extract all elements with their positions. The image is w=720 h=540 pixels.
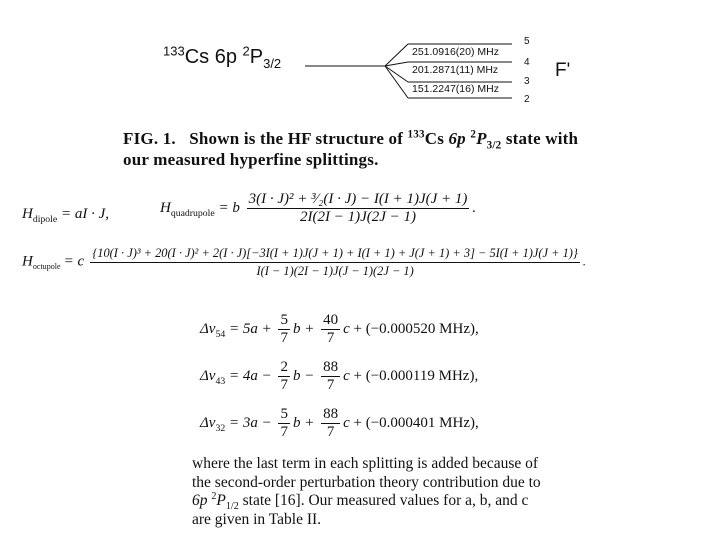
level-f5: 5 bbox=[524, 36, 530, 47]
b-fraction bbox=[278, 406, 290, 441]
correction-term: + (−0.000401 MHz), bbox=[353, 414, 479, 431]
quadrupole-coef: = b bbox=[218, 199, 240, 216]
para-line-3 bbox=[192, 492, 541, 511]
eq-quadrupole bbox=[160, 191, 476, 226]
eq-split-32 bbox=[200, 406, 479, 441]
term-letter: P bbox=[249, 46, 264, 68]
delta-nu-sub: 43 bbox=[215, 375, 226, 387]
splitting-label-32: 151.2247(16) MHz bbox=[412, 83, 499, 95]
dipole-rhs: = aI · J, bbox=[60, 206, 109, 222]
eq-split-43 bbox=[200, 359, 478, 394]
h-subscript: dipole bbox=[32, 214, 58, 225]
splitting-label-43: 201.2871(11) MHz bbox=[412, 64, 499, 76]
c-num: 88 bbox=[323, 406, 339, 422]
correction-term: + (−0.000520 MHz), bbox=[353, 320, 479, 337]
eq-octupole bbox=[22, 245, 586, 280]
delta-nu: Δν bbox=[200, 414, 216, 431]
a-term: = 4a − bbox=[228, 367, 272, 384]
eq-dipole bbox=[22, 206, 109, 223]
para-line-4: are given in Table II. bbox=[192, 510, 322, 528]
para-state-j: 1/2 bbox=[225, 501, 239, 513]
f-prime-label: F' bbox=[555, 60, 571, 81]
quadrupole-fraction bbox=[247, 191, 470, 226]
b-fraction bbox=[278, 359, 290, 394]
b-term: b − bbox=[292, 367, 315, 384]
h-symbol: H bbox=[22, 206, 33, 222]
term-multiplicity: 2 bbox=[242, 43, 250, 59]
b-term: b + bbox=[292, 414, 315, 431]
octupole-numerator: {10(I · J)³ + 20(I · J)² + 2(I · J)[−3I(I + 1)J(J + 1) + I(I + 1) + J(J + 1) + 3] − 5I(I + 1)J(J + 1)} bbox=[90, 245, 580, 263]
c-den: 7 bbox=[326, 330, 335, 346]
caption-text-b: Cs bbox=[424, 129, 449, 148]
c-den: 7 bbox=[326, 377, 335, 393]
level-f4: 4 bbox=[524, 57, 530, 68]
figure-caption bbox=[123, 128, 578, 170]
c-num: 40 bbox=[323, 312, 339, 328]
eq-split-54 bbox=[200, 312, 479, 347]
b-term: b + bbox=[292, 320, 315, 337]
caption-line-2: our measured hyperfine splittings. bbox=[123, 150, 379, 169]
b-fraction bbox=[278, 312, 290, 347]
level-f2: 2 bbox=[524, 94, 530, 105]
para-state-n: 6p bbox=[192, 492, 212, 509]
h-symbol: H bbox=[22, 253, 33, 270]
body-paragraph bbox=[192, 455, 541, 529]
h-symbol: H bbox=[160, 199, 171, 216]
a-term: = 3a − bbox=[228, 414, 272, 431]
b-num: 2 bbox=[280, 359, 288, 375]
a-term: = 5a + bbox=[228, 320, 272, 337]
isotope-mass: 133 bbox=[163, 43, 185, 59]
c-fraction bbox=[321, 406, 340, 441]
c-term: c bbox=[343, 367, 350, 384]
para-state-letter: P bbox=[216, 492, 226, 509]
caption-state-j: 3/2 bbox=[486, 139, 502, 152]
octupole-tail: . bbox=[582, 254, 586, 269]
delta-nu-sub: 32 bbox=[215, 422, 226, 434]
b-den: 7 bbox=[280, 377, 288, 393]
caption-text-a: Shown is the HF structure of bbox=[189, 129, 408, 148]
caption-state-n: 6p bbox=[448, 129, 471, 148]
quadrupole-tail: . bbox=[472, 199, 477, 216]
para-line-3-text: state [16]. Our measured values for a, b, and c bbox=[238, 492, 529, 509]
b-den: 7 bbox=[280, 330, 288, 346]
caption-state-letter: P bbox=[476, 129, 487, 148]
octupole-fraction bbox=[90, 245, 580, 280]
para-state-mult: 2 bbox=[211, 490, 217, 502]
octupole-coef: = c bbox=[63, 253, 85, 270]
level-f3: 3 bbox=[524, 76, 530, 87]
element-symbol: Cs 6p bbox=[184, 46, 243, 68]
delta-nu-sub: 54 bbox=[215, 328, 226, 340]
c-term: c bbox=[343, 320, 350, 337]
caption-state-mult: 2 bbox=[470, 128, 477, 141]
caption-mass: 133 bbox=[407, 128, 425, 141]
quadrupole-numerator: 3(I · J)² + ³⁄₂(I · J) − I(I + 1)J(J + 1) bbox=[248, 191, 468, 207]
para-line-1: where the last term in each splitting is added because of bbox=[192, 455, 539, 472]
caption-text-c: state with bbox=[501, 129, 579, 148]
b-num: 5 bbox=[280, 312, 288, 328]
caption-prefix: FIG. 1. bbox=[123, 129, 176, 148]
c-fraction bbox=[321, 359, 340, 394]
h-subscript: quadrupole bbox=[170, 207, 215, 219]
state-label bbox=[163, 43, 282, 71]
h-subscript: octupole bbox=[32, 261, 61, 271]
c-den: 7 bbox=[326, 424, 335, 440]
c-fraction bbox=[321, 312, 340, 347]
caption-line-1 bbox=[123, 128, 579, 152]
delta-nu: Δν bbox=[200, 367, 216, 384]
octupole-denominator: I(I − 1)(2I − 1)J(J − 1)(2J − 1) bbox=[256, 264, 414, 278]
b-den: 7 bbox=[280, 424, 288, 440]
para-line-2: the second-order perturbation theory contribution due to bbox=[192, 473, 541, 491]
delta-nu: Δν bbox=[200, 320, 216, 337]
c-term: c bbox=[343, 414, 350, 431]
term-j: 3/2 bbox=[263, 56, 282, 71]
c-num: 88 bbox=[323, 359, 339, 375]
splitting-label-54: 251.0916(20) MHz bbox=[412, 46, 499, 58]
correction-term: + (−0.000119 MHz), bbox=[353, 367, 479, 384]
quadrupole-denominator: 2I(2I − 1)J(2J − 1) bbox=[299, 209, 416, 225]
b-num: 5 bbox=[280, 406, 288, 422]
